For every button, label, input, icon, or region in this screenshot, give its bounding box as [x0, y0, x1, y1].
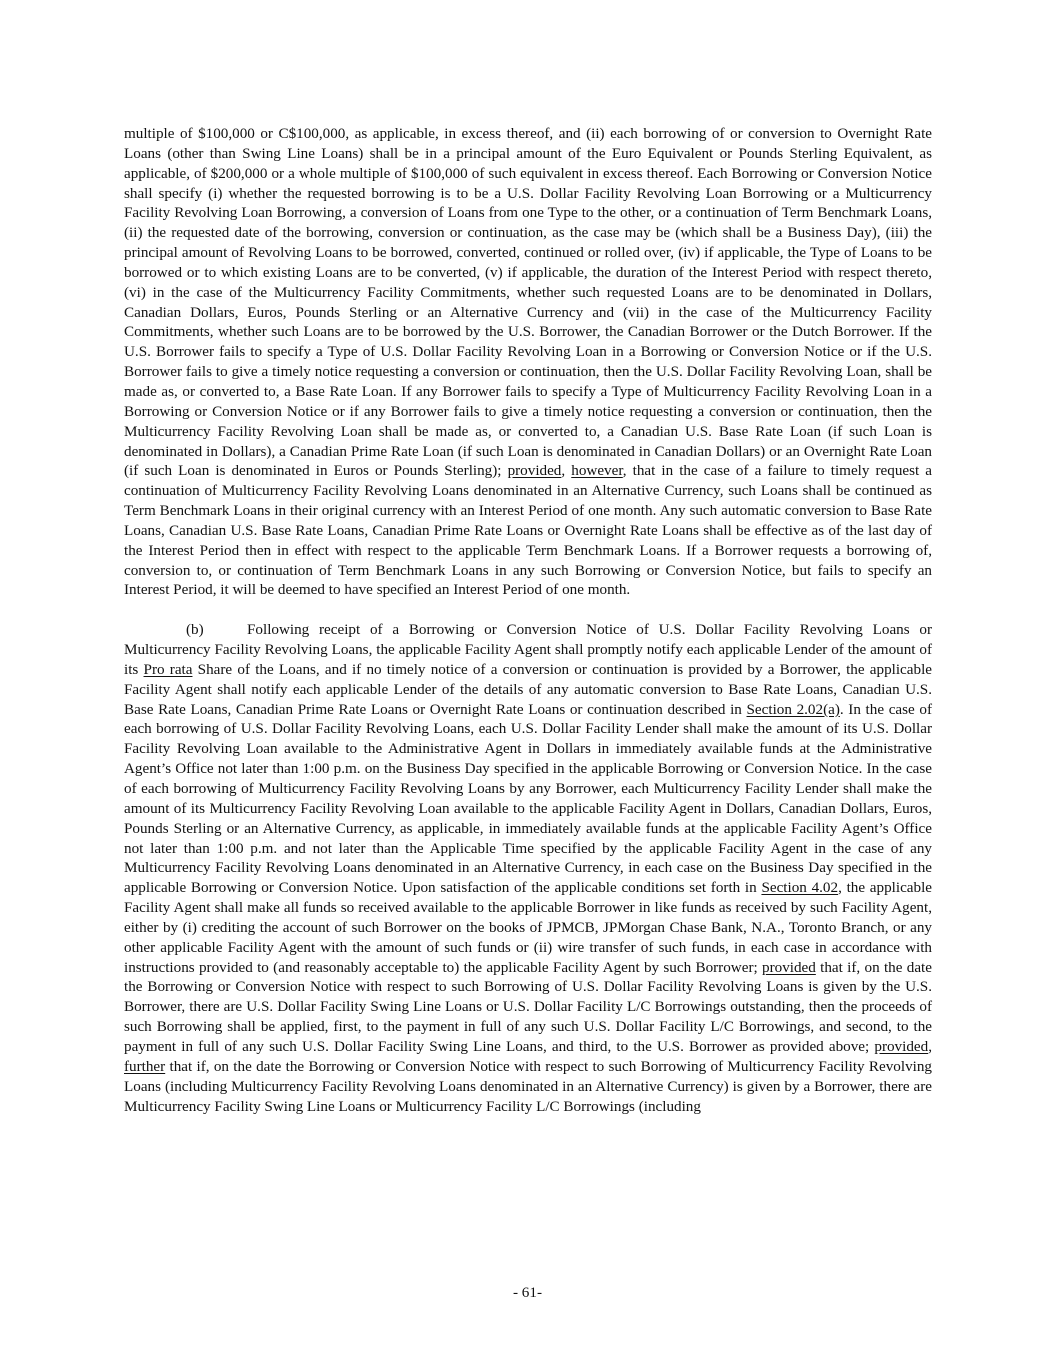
- paragraph-b-text-5: that if, on the date the Borrowing or Conversion Notice with respect to such Borrowing of U.S. Dollar Facility Revolving Loans is given by the U.S. Borrower, there are U.S. Dollar Facility Swing Line Loans or U.S. Dollar Facility L/C Borrowings outstanding, then the proceeds of such Borrowing shall be applied, first, to the payment in full of any such U.S. Dollar Facility L/C Borrowings, and second, to the payment in full of any such U.S. Dollar Facility Swing Line Loans, and third, to the U.S. Borrower as provided above;: [124, 958, 932, 1055]
- provided-term: provided: [507, 462, 562, 480]
- section-4-02-reference: Section 4.02: [761, 879, 839, 897]
- paragraph-b-text-3: . In the case of each borrowing of U.S. Dollar Facility Revolving Loans, each U.S. Dollar Facility Lender shall make the amount of its U.S. Dollar Facility Revolving Loan available to the Administrative Agent in Dollars in immediately available funds at the Administrative Agent’s Office not later than 1:00 p.m. on the Business Day specified in the applicable Borrowing or Conversion Notice. In the case of each borrowing of Multicurrency Facility Revolving Loans by any Borrower, each Multicurrency Facility Lender shall make the amount of its Multicurrency Facility Revolving Loan available to the applicable Facility Agent in Dollars, Canadian Dollars, Euros, Pounds Sterling or an Alternative Currency, as applicable, in immediately available funds at the applicable Facility Agent’s Office not later than 1:00 p.m. and not later than the Applicable Time specified by the applicable Facility Agent in the case of any Multicurrency Facility Revolving Loans denominated in an Alternative Currency, in each case on the Business Day specified in the applicable Borrowing or Conversion Notice. Upon satisfaction of the applicable conditions set forth in: [124, 700, 932, 897]
- document-page: [124, 124, 932, 1116]
- paragraph-b-text-1: Following receipt of a Borrowing or Conversion Notice of U.S. Dollar Facility Revolving Loans or Multicurrency Facility Revolving Loans, the applicable Facility Agent shall promptly notify each applicable Lender of the amount of its: [124, 621, 932, 678]
- pro-rata-term: Pro rata: [143, 660, 193, 678]
- provided-term: provided: [762, 958, 816, 976]
- however-term: however: [571, 462, 623, 480]
- paragraph-a-text-3: , that in the case of a failure to timely request a continuation of Multicurrency Facility Revolving Loans denominated in an Alternative Currency, such Loans shall be continued as Term Benchmark Loans in their original currency with an Interest Period of one month. Any such automatic conversion to Base Rate Loans, Canadian U.S. Base Rate Loans, Canadian Prime Rate Loans or Overnight Rate Loans shall be effective as of the last day of the Interest Period then in effect with respect to the applicable Term Benchmark Loans. If a Borrower requests a borrowing of, conversion to, or continuation of Term Benchmark Loans in any such Borrowing or Conversion Notice, but fails to specify an Interest Period, it will be deemed to have specified an Interest Period of one month.: [124, 462, 933, 599]
- paragraph-a: [124, 124, 932, 600]
- section-2-02-a-reference: Section 2.02(a): [746, 700, 840, 718]
- paragraph-b: [124, 620, 932, 1116]
- paragraph-a-text-2: ,: [561, 462, 572, 480]
- paragraph-b-text-7: that if, on the date the Borrowing or Conversion Notice with respect to such Borrowing of Multicurrency Facility Revolving Loans (including Multicurrency Facility Revolving Loans denominated in an Alternative Currency) is given by a Borrower, there are Multicurrency Facility Swing Line Loans or Multicurrency Facility L/C Borrowings (including: [124, 1057, 932, 1115]
- page-number: - 61-: [512, 1284, 542, 1301]
- paragraph-b-text-4: , the applicable Facility Agent shall make all funds so received available to the applicable Borrower in like funds as received by such Facility Agent, either by (i) crediting the account of such Borrower on the books of JPMCB, JPMorgan Chase Bank, N.A., Toronto Branch, or any other applicable Facility Agent with the amount of such funds or (ii) wire transfer of such funds, in each case in accordance with instructions provided to (and reasonably acceptable to) the applicable Facility Agent by such Borrower;: [124, 879, 933, 976]
- paragraph-b-text-6: ,: [928, 1037, 932, 1055]
- provided-term: provided: [874, 1037, 929, 1055]
- paragraph-a-text-1: multiple of $100,000 or C$100,000, as applicable, in excess thereof, and (ii) each borrowing of or conversion to Overnight Rate Loans (other than Swing Line Loans) shall be in a principal amount of the Euro Equivalent or Pounds Sterling Equivalent, as applicable, of $200,000 or a whole multiple of $100,000 of such equivalent in excess thereof. Each Borrowing or Conversion Notice shall specify (i) whether the requested borrowing is to be a U.S. Dollar Facility Revolving Loan Borrowing or a Multicurrency Facility Revolving Loan Borrowing, a conversion of Loans from one Type to the other, or a continuation of Term Benchmark Loans, (ii) the requested date of the borrowing, conversion or continuation, as the case may be (which shall be a Business Day), (iii) the principal amount of Revolving Loans to be borrowed, converted, continued or rolled over, (iv) if applicable, the Type of Loans to be borrowed or to which existing Loans are to be converted, (v) if applicable, the duration of the Interest Period with respect thereto, (vi) in the case of the Multicurrency Facility Commitments, whether such requested Loans are to be denominated in Dollars, Canadian Dollars, Euros, Pounds Sterling or an Alternative Currency and (vii) in the case of the Multicurrency Facility Commitments, whether such Loans are to be borrowed by the U.S. Borrower, the Canadian Borrower or the Dutch Borrower. If the U.S. Borrower fails to specify a Type of U.S. Dollar Facility Revolving Loan in a Borrowing or Conversion Notice or if the U.S. Borrower fails to give a timely notice requesting a conversion or continuation, then the U.S. Dollar Facility Revolving Loan, shall be made as, or converted to, a Base Rate Loan. If any Borrower fails to specify a Type of Multicurrency Facility Revolving Loan in a Borrowing or Conversion Notice or if any Borrower fails to give a timely notice requesting a conversion or continuation, then the Multicurrency Facility Revolving Loan shall be made as, or converted to, a Canadian U.S. Base Rate Loan (if such Loan is denominated in Dollars), a Canadian Prime Rate Loan (if such Loan is denominated in Canadian Dollars) or an Overnight Rate Loan (if such Loan is denominated in Euros or Pounds Sterling);: [124, 125, 932, 480]
- paragraph-b-label: (b): [186, 621, 204, 639]
- paragraph-b-text-2: Share of the Loans, and if no timely notice of a conversion or continuation is provided by a Borrower, the applicable Facility Agent shall notify each applicable Lender of the details of any automatic conversion to Base Rate Loans, Canadian U.S. Base Rate Loans, Canadian Prime Rate Loans or Overnight Rate Loans or continuation described in: [124, 660, 932, 718]
- further-term: further: [124, 1057, 166, 1075]
